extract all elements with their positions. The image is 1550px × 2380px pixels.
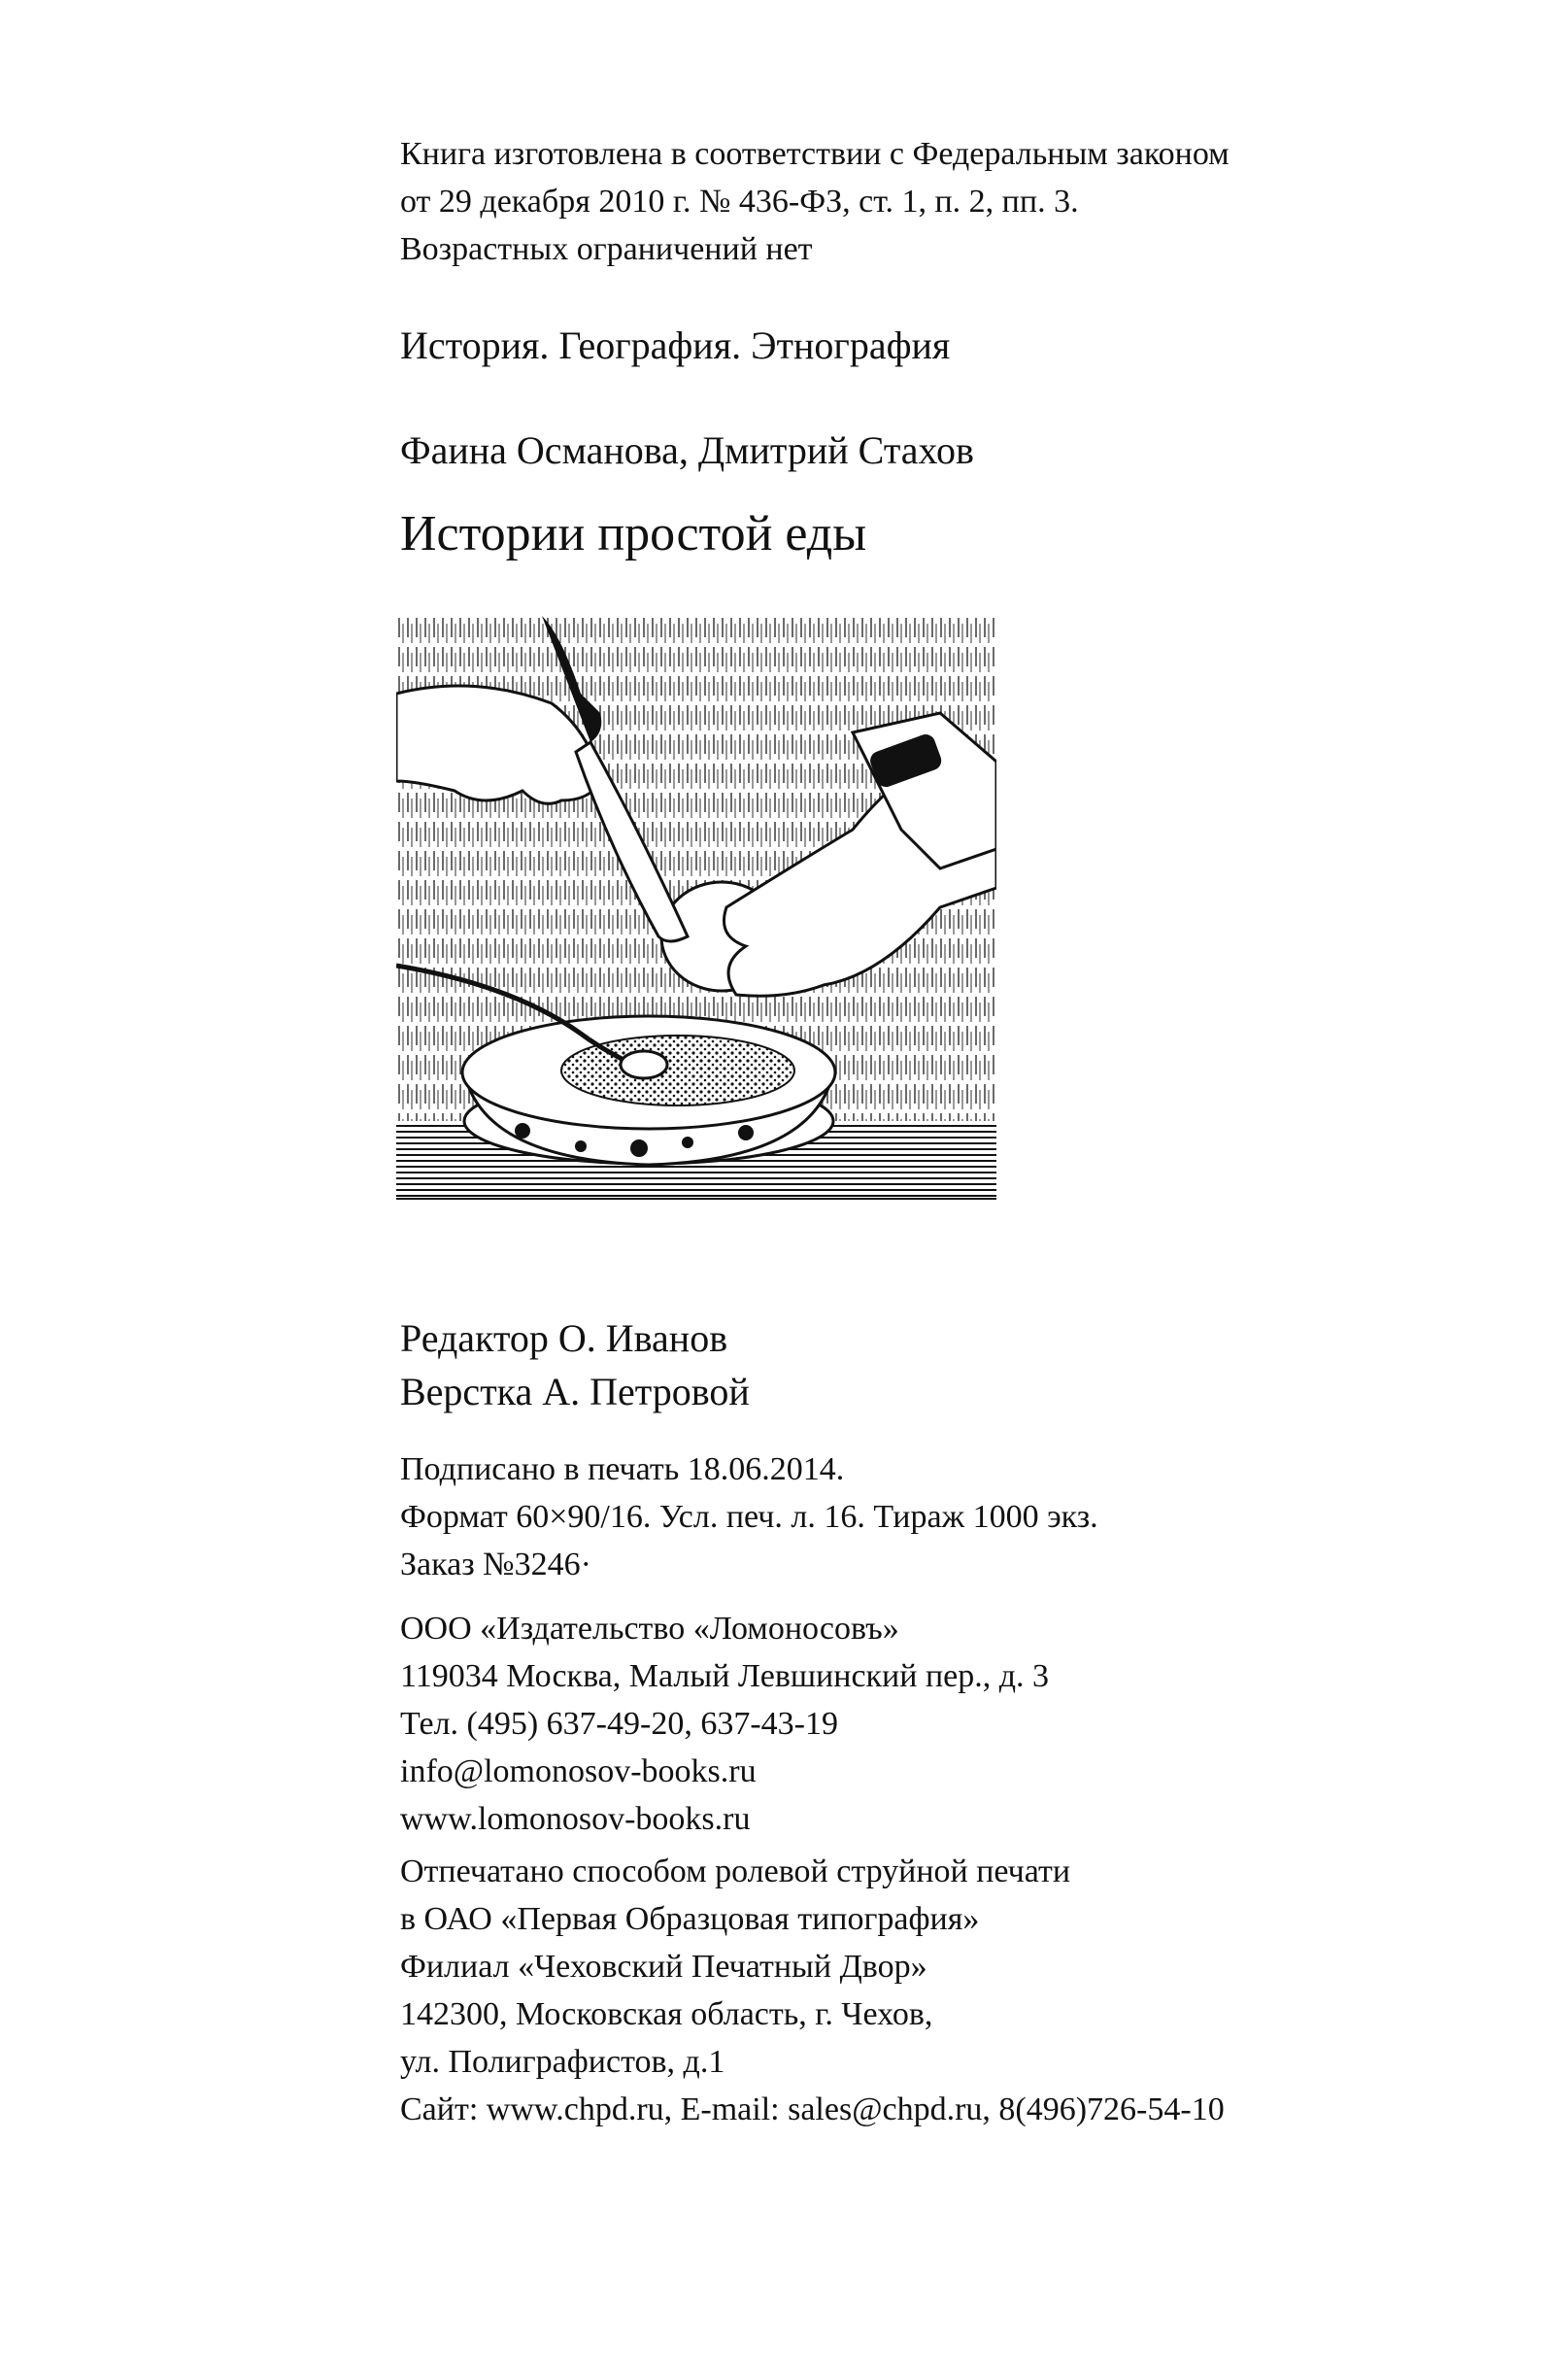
publisher-line: www.lomonosov-books.ru (400, 1801, 751, 1837)
print-info-line: Формат 60×90/16. Усл. печ. л. 16. Тираж 1000 экз. (400, 1499, 1098, 1535)
legal-line: Возрастных ограничений нет (400, 231, 813, 267)
authors: Фаина Османова, Дмитрий Стахов (400, 428, 974, 472)
publisher-line: Тел. (495) 637-49-20, 637-43-19 (400, 1706, 838, 1742)
book-title: Истории простой еды (400, 506, 867, 561)
category: История. География. Этнография (400, 323, 951, 367)
legal-line: Книга изготовлена в соответствии с Федеральным законом (400, 136, 1230, 172)
editor-line: Редактор О. Иванов (400, 1316, 728, 1360)
publisher-line: info@lomonosov-books.ru (400, 1753, 757, 1789)
printer-line: ул. Полиграфистов, д.1 (400, 2044, 725, 2080)
printer-info (400, 1848, 1468, 2133)
printer-line: в ОАО «Первая Образцовая типография» (400, 1901, 980, 1937)
publisher-line: 119034 Москва, Малый Левшинский пер., д. 3 (400, 1658, 1050, 1694)
printer-line: 142300, Московская область, г. Чехов, (400, 1996, 933, 2032)
print-info-line: Подписано в печать 18.06.2014. (400, 1451, 845, 1487)
publisher-info (400, 1605, 1468, 1843)
legal-line: от 29 декабря 2010 г. № 436-ФЗ, ст. 1, п. 2, пп. 3. (400, 184, 1079, 220)
credits (400, 1311, 1468, 1418)
publisher-line: ООО «Издательство «Ломоносовъ» (400, 1611, 899, 1647)
print-info (400, 1445, 1468, 1588)
printer-line: Отпечатано способом ролевой струйной печати (400, 1853, 1071, 1889)
legal-notice (400, 130, 1468, 273)
cooking-illustration (396, 616, 996, 1201)
layout-line: Верстка А. Петровой (400, 1370, 750, 1413)
printer-line: Филиал «Чеховский Печатный Двор» (400, 1949, 927, 1985)
printer-line: Сайт: www.chpd.ru, E-mail: sales@chpd.ru, 8(496)726-54-10 (400, 2091, 1225, 2127)
print-info-line: Заказ №3246· (400, 1547, 591, 1582)
